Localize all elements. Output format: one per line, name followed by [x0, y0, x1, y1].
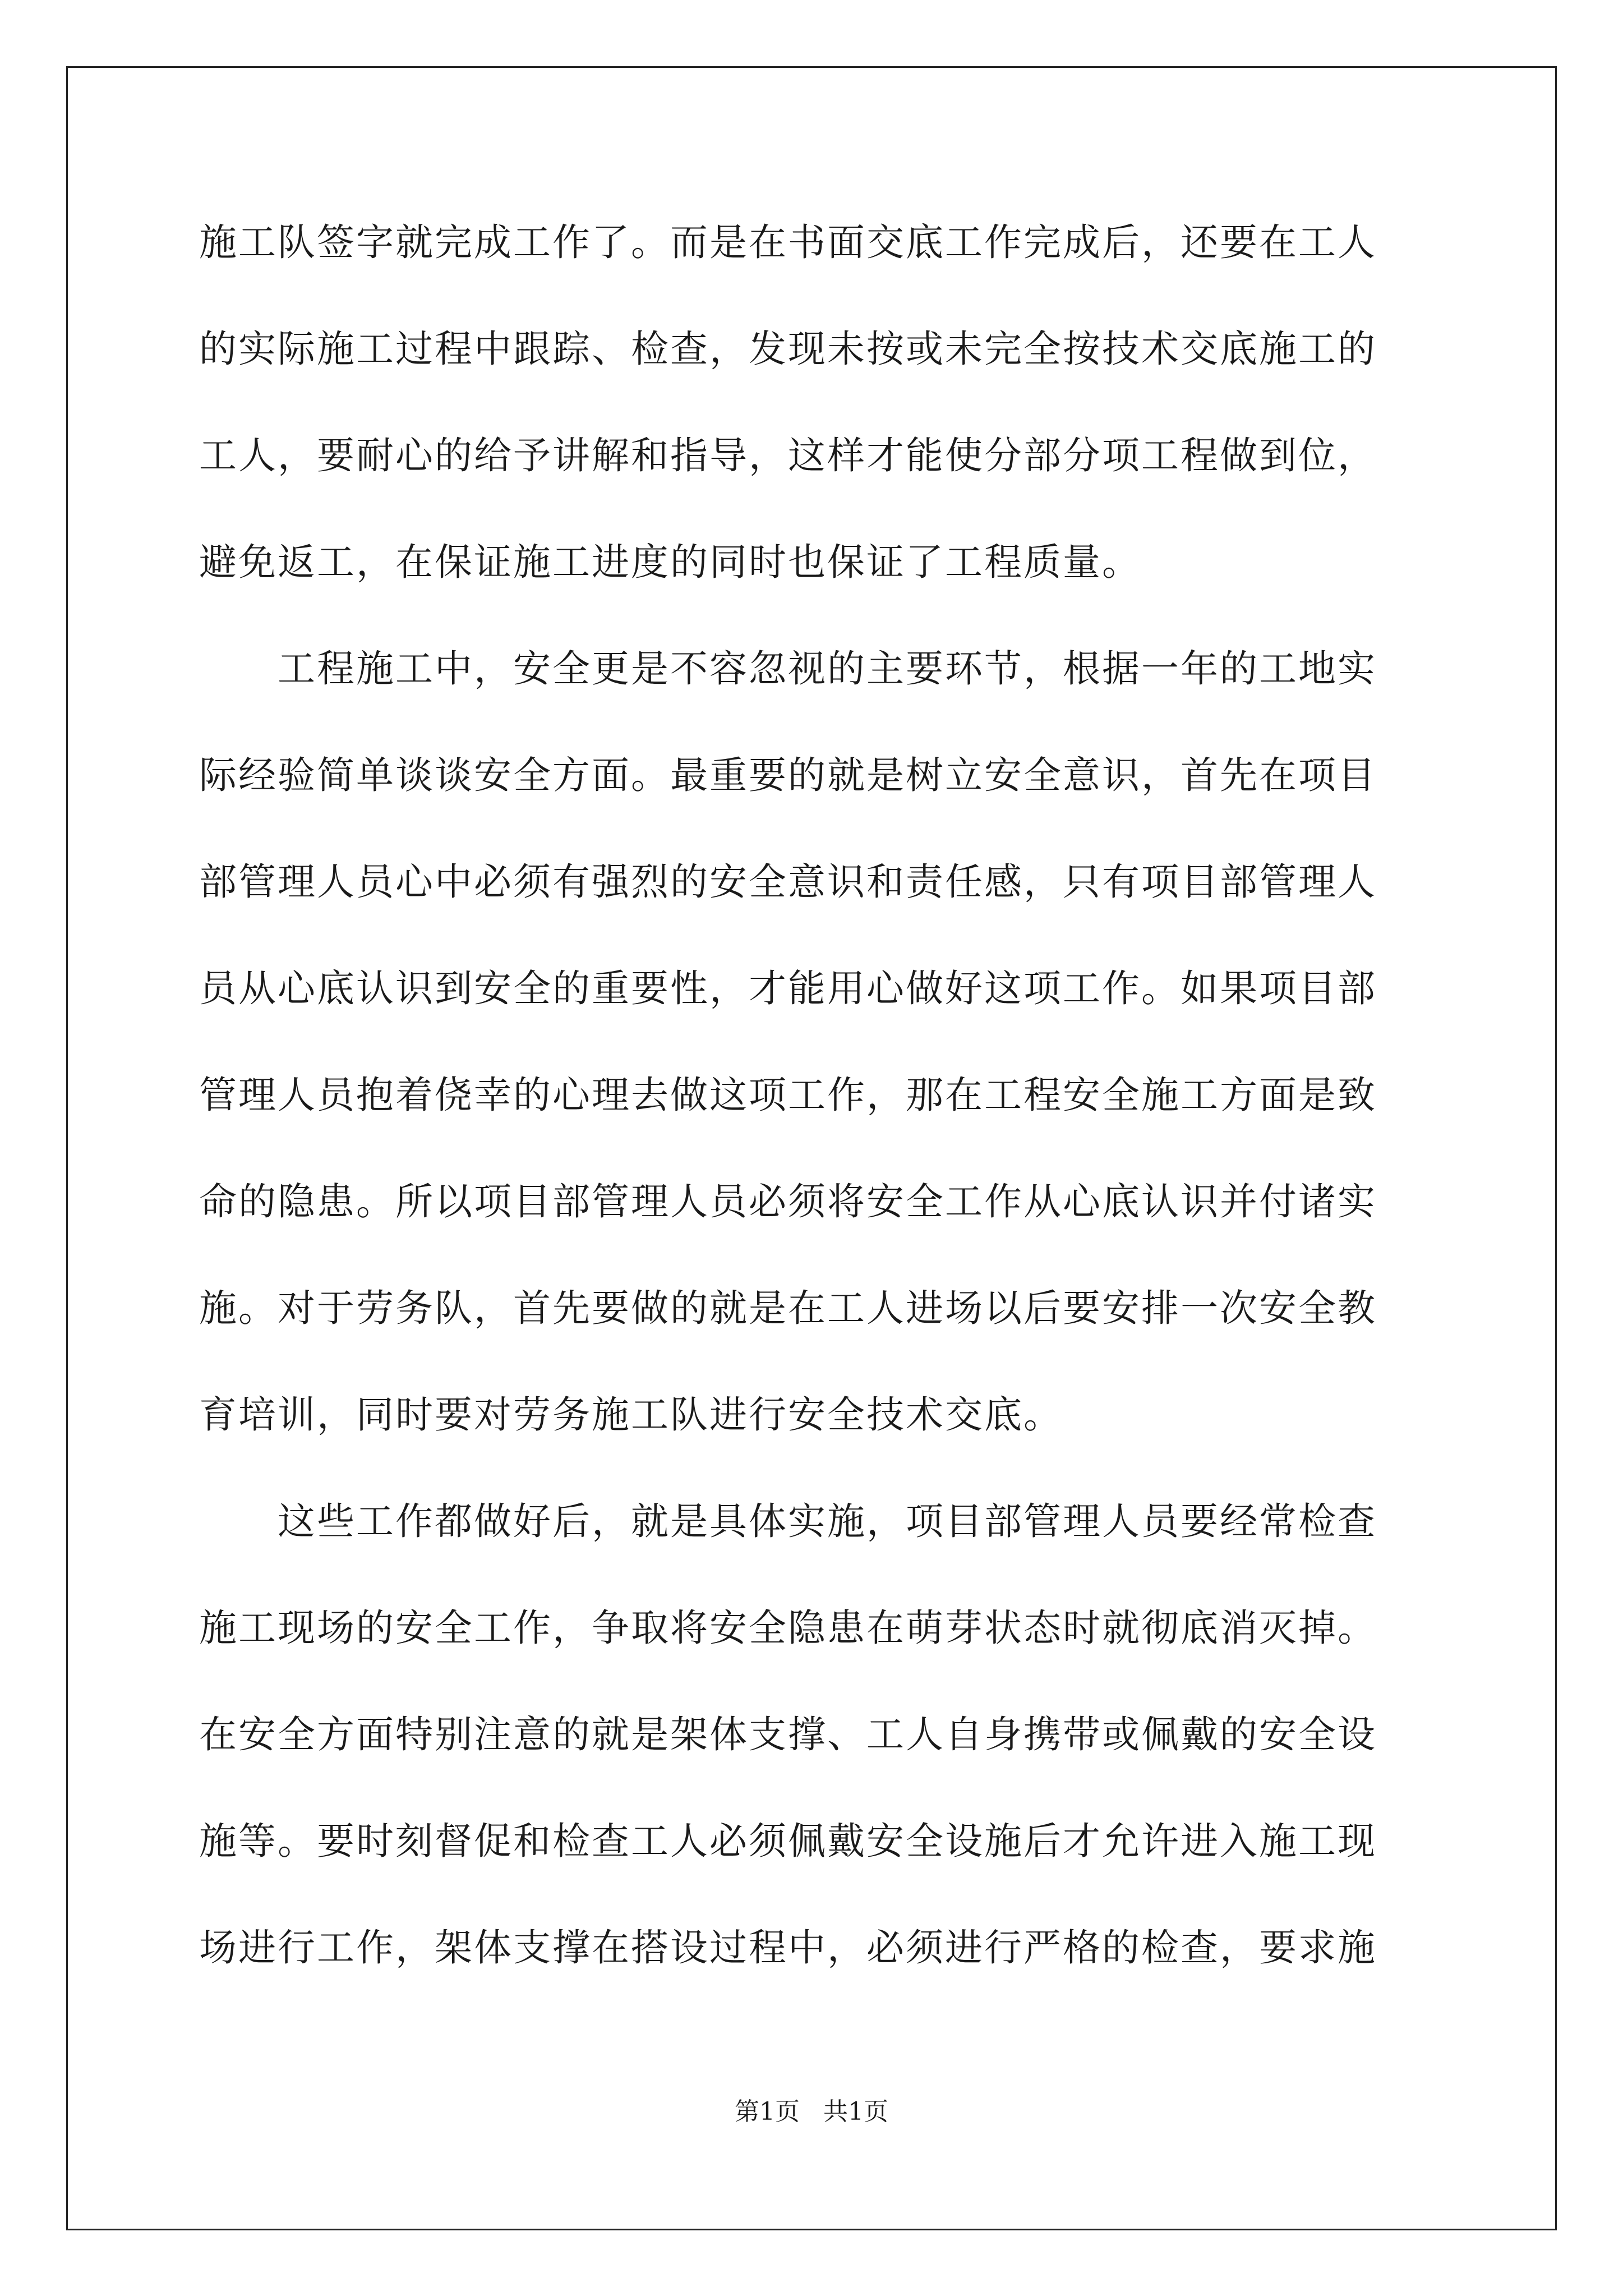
text-line: 工人，要耐心的给予讲解和指导，这样才能使分部分项工程做到位， — [199, 434, 1377, 477]
text-line: 管理人员抱着侥幸的心理去做这项工作，那在工程安全施工方面是致 — [199, 1073, 1377, 1117]
text-line: 避免返工，在保证施工进度的同时也保证了工程质量。 — [199, 540, 1141, 584]
page-footer: 第1页 共1页 — [735, 2097, 888, 2126]
text-line: 命的隐患。所以项目部管理人员必须将安全工作从心底认识并付诸实 — [199, 1180, 1377, 1223]
paragraph-start-line: 工程施工中，安全更是不容忽视的主要环节，根据一年的工地实 — [199, 647, 1377, 691]
text-line: 施。对于劳务队，首先要做的就是在工人进场以后要安排一次安全教 — [199, 1286, 1377, 1330]
text-line: 施工现场的安全工作，争取将安全隐患在萌芽状态时就彻底消灭掉。 — [199, 1606, 1377, 1650]
paragraph-start-line: 这些工作都做好后，就是具体实施，项目部管理人员要经常检查 — [199, 1499, 1377, 1543]
text-line: 的实际施工过程中跟踪、检查，发现未按或未完全按技术交底施工的 — [199, 327, 1377, 371]
text-line: 在安全方面特别注意的就是架体支撑、工人自身携带或佩戴的安全设 — [199, 1713, 1377, 1756]
text-line: 部管理人员心中必须有强烈的安全意识和责任感，只有项目部管理人 — [199, 860, 1377, 904]
text-line: 员从心底认识到安全的重要性，才能用心做好这项工作。如果项目部 — [199, 967, 1377, 1010]
text-line: 际经验简单谈谈安全方面。最重要的就是树立安全意识，首先在项目 — [199, 753, 1377, 797]
text-line: 施工队签字就完成工作了。而是在书面交底工作完成后，还要在工人 — [199, 220, 1377, 264]
text-line: 施等。要时刻督促和检查工人必须佩戴安全设施后才允许进入施工现 — [199, 1819, 1377, 1863]
document-body — [199, 189, 1436, 2001]
text-line: 育培训，同时要对劳务施工队进行安全技术交底。 — [199, 1393, 1063, 1437]
text-line: 场进行工作，架体支撑在搭设过程中，必须进行严格的检查，要求施 — [199, 1926, 1377, 1970]
